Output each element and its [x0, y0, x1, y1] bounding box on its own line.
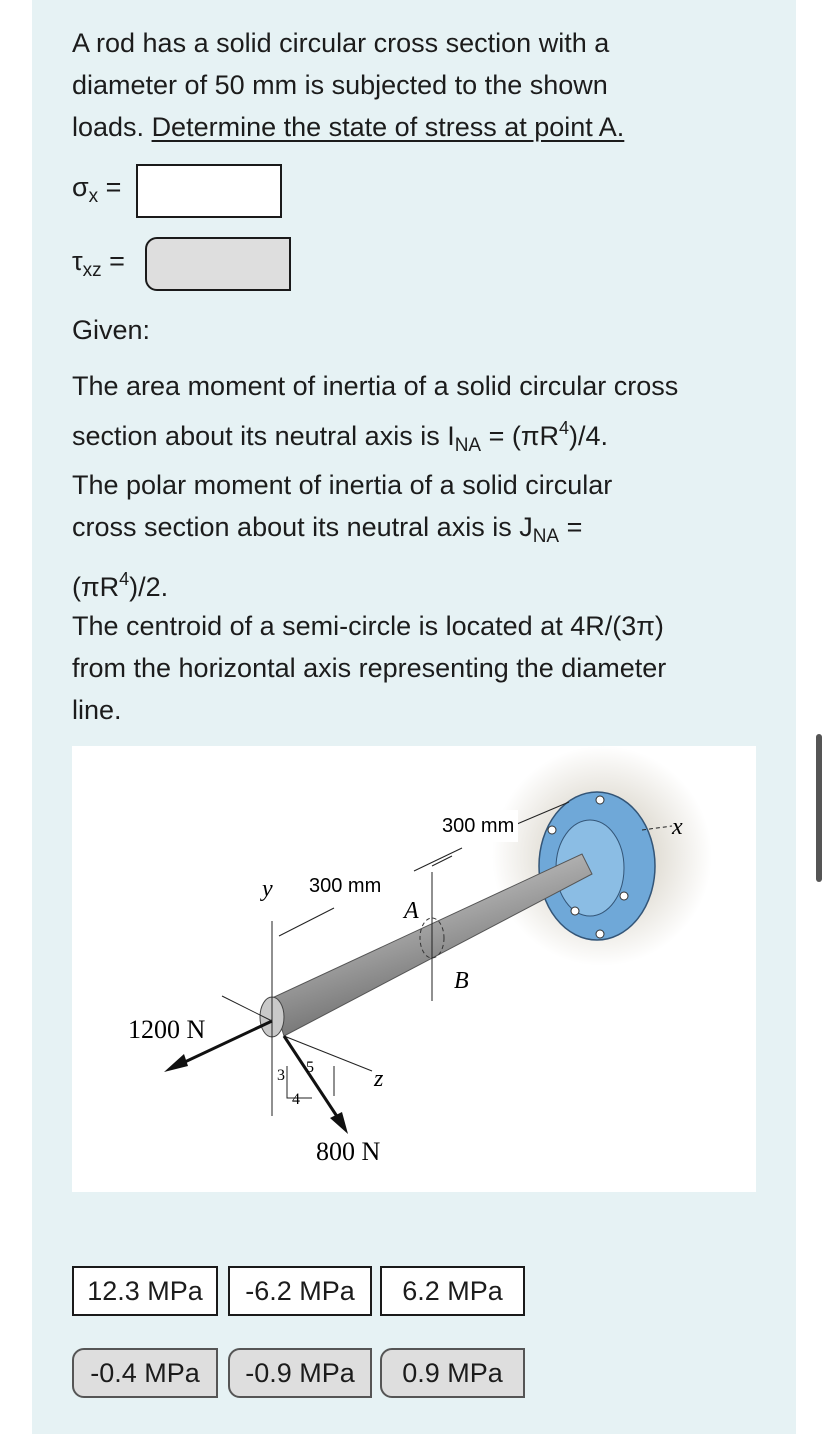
bolt-1: [596, 796, 604, 804]
given-label: Given:: [72, 315, 151, 345]
question-line-3: loads. Determine the state of stress at point A.: [72, 112, 625, 142]
point-b-label: B: [454, 968, 469, 994]
load-800-label: 800 N: [316, 1137, 381, 1166]
point-a-label: A: [404, 898, 419, 924]
given-paragraph-3: The centroid of a semi-circle is located at 4R/(3π) from the horizontal axis representing the diameter line.: [72, 611, 667, 725]
bolt-4: [571, 907, 579, 915]
given-paragraph-2: The polar moment of inertia of a solid circular cross section about its neutral axis is $J_{NA}$ = $(\pi R^4)/2$.: [72, 470, 613, 602]
given-paragraph-1: The area moment of inertia of a solid circular cross section about its neutral axis is $I_{NA} = (\pi R^4)/4$.: [72, 371, 679, 456]
load-1200-label: 1200 N: [128, 1015, 206, 1044]
bolt-2: [620, 892, 628, 900]
option-tile-1[interactable]: 12.3 MPa: [72, 1266, 218, 1316]
dim-label-300-lower: 300 mm: [309, 875, 382, 897]
question-line-1: A rod has a solid circular cross section with a: [72, 28, 610, 58]
tau-xz-drop-zone[interactable]: [145, 237, 291, 291]
dim-label-300-upper: 300 mm: [442, 815, 515, 837]
bolt-5: [548, 826, 556, 834]
sigma-x-drop-zone[interactable]: [136, 164, 282, 218]
question-instruction: Determine the state of stress at point A.: [151, 112, 625, 142]
axis-x-label: x: [672, 814, 683, 840]
axis-y-label: y: [262, 876, 273, 902]
sigma-x-label: $\sigma_x$ =: [72, 172, 122, 207]
option-tile-6[interactable]: 0.9 MPa: [380, 1348, 525, 1398]
load-1200-head: [164, 1054, 188, 1072]
axis-z-label: z: [374, 1066, 384, 1092]
option-tile-5[interactable]: -0.9 MPa: [228, 1348, 372, 1398]
load-800-arrow: [284, 1036, 342, 1124]
option-tile-3[interactable]: 6.2 MPa: [380, 1266, 525, 1316]
tau-xz-label: $\tau_{xz}$ =: [72, 246, 125, 281]
option-tile-4[interactable]: -0.4 MPa: [72, 1348, 218, 1398]
load-800-head: [330, 1112, 348, 1134]
rod-loading-figure: [72, 746, 756, 1192]
rod-diagram: [72, 746, 756, 1192]
slope-5-label: 5: [306, 1059, 314, 1076]
option-tile-2[interactable]: -6.2 MPa: [228, 1266, 372, 1316]
dim-line-a: [279, 908, 334, 936]
question-line-2: diameter of 50 mm is subjected to the shown: [72, 70, 608, 100]
bolt-3: [596, 930, 604, 938]
slope-4-label: 4: [292, 1091, 300, 1108]
scrollbar[interactable]: [816, 734, 822, 882]
question-text: [72, 22, 762, 148]
slope-3-label: 3: [277, 1067, 285, 1084]
dim-line-b: [414, 848, 462, 871]
